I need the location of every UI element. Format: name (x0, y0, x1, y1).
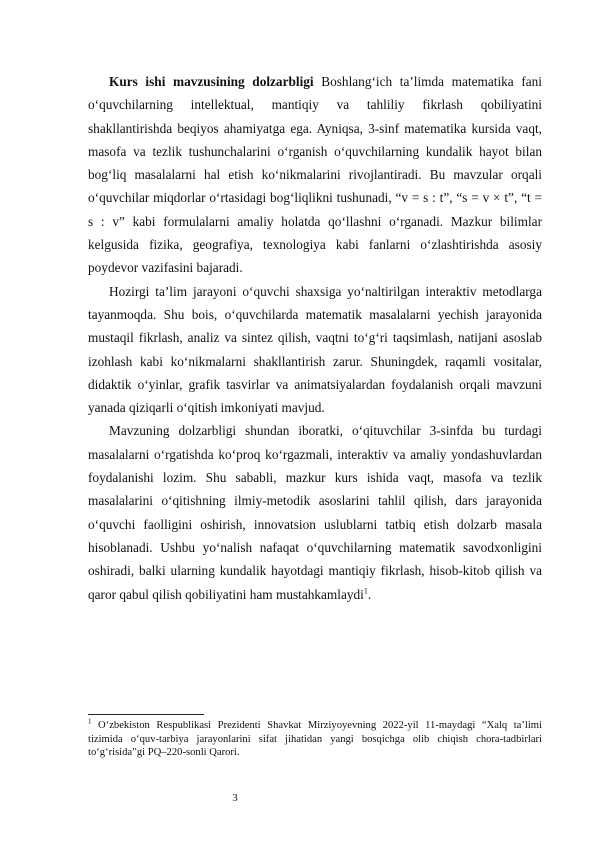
footnote-separator (88, 714, 204, 715)
paragraph-lead-heading: Kurs ishi mavzusining dolzarbligi (109, 74, 314, 89)
paragraph-text: Boshlang‘ich ta’limda matematika fani o‘quvchilarning intellektual, mantiqiy va tahliliy fikrlash qobiliyatini shakllantirishda beqiyos ahamiyatga ega. Ayniqsa, 3-sinf matematika kursida vaqt, masofa va tezlik tushunchalarini o‘rganish o‘quvchilarning kundalik hayot bilan bog‘liq masalalarni hal etish ko‘nikmalarini rivojlantiradi. Bu mavzular orqali o‘quvchilar miqdorlar o‘rtasidagi bog‘liqlikni tushunadi, “v = s : t”, “s = v × t”, “t = s : v” kabi formulalarni amaliy holatda qo‘llashni o‘rganadi. Mazkur bilimlar kelgusida fizika, geografiya, texnologiya kabi fanlarni o‘zlashtirishda asosiy poydevor vazifasini bajaradi. (88, 74, 542, 276)
footnote-text: O‘zbekiston Respublikasi Prezidenti Shavkat Mirziyoyevning 2022-yil 11-maydagi “Xalq ta’limi tizimida o‘quv-tarbiya jarayonlarini sifat jihatidan yangi bosqichga olib chiqish chora-tadbirlari to‘g‘risida”gi PQ–220-sonli Qarori. (88, 720, 542, 758)
paragraph-text: Mavzuning dolzarbligi shundan iboratki, o‘qituvchilar 3-sinfda bu turdagi masalalarni o‘rgatishda ko‘proq ko‘rgazmali, interaktiv va amaliy yondashuvlardan foydalanishi lozim. Shu sababli, mazkur kurs ishida vaqt, masofa va tezlik masalalarini o‘qitishning ilmiy-metodik asoslarini tahlil qilish, dars jarayonida o‘quvchi faolligini oshirish, innovatsion uslublarni tatbiq etish dolzarb masala hisoblanadi. Ushbu yo‘nalish nafaqat o‘quvchilarning matematik savodxonligini oshiradi, balki ularning kundalik hayotdagi mantiqiy fikrlash, hisob-kitob qilish va qaror qabul qilish qobiliyatini ham mustahkamlaydi (88, 423, 542, 602)
footnote-marker: 1 (88, 717, 92, 726)
body-text (88, 70, 542, 606)
paragraph-modern-education (88, 280, 542, 420)
paragraph-relevance (88, 70, 542, 280)
page-number: 3 (232, 793, 238, 804)
paragraph-end: . (367, 586, 372, 602)
footnote (88, 719, 542, 760)
paragraph-text: Hozirgi ta’lim jarayoni o‘quvchi shaxsiga yo‘naltirilgan interaktiv metodlarga tayanmoqda. Shu bois, o‘quvchilarda matematik masalalarni yechish jarayonida mustaqil fikrlash, analiz va sintez qilish, vaqtni to‘g‘ri taqsimlash, natijani asoslab izohlash kabi ko‘nikmalarni shakllantirish zarur. Shuningdek, raqamli vositalar, didaktik o‘yinlar, grafik tasvirlar va animatsiyalardan foydalanish orqali mavzuni yanada qiziqarli o‘qitish imkoniyati mavjud. (88, 283, 542, 416)
footnote-reference[interactable]: 1 (363, 586, 368, 596)
paragraph-topic-relevance (88, 419, 542, 605)
